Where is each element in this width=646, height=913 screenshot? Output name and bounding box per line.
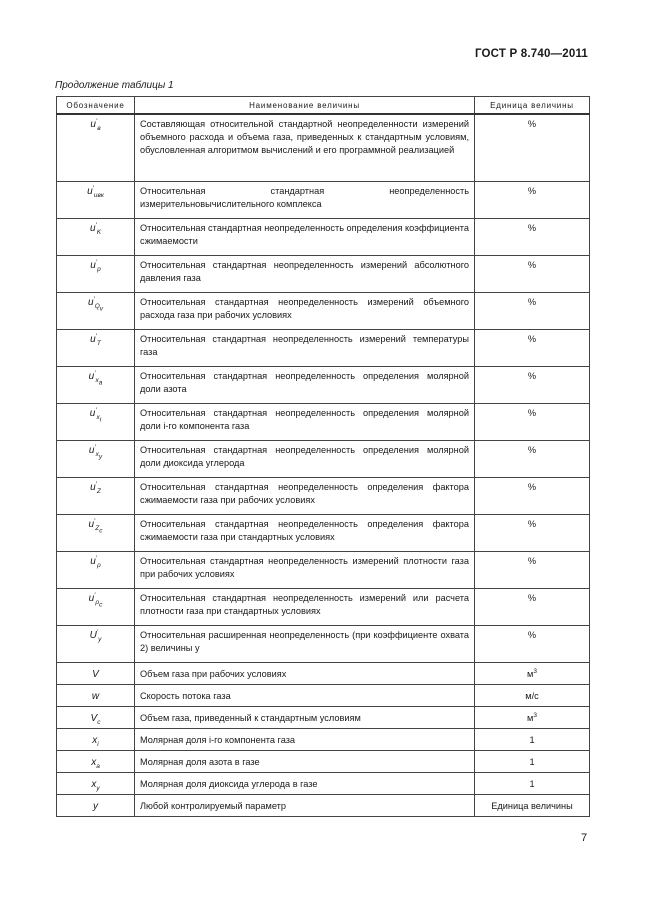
symbol-base: u xyxy=(88,519,95,530)
unit-cell xyxy=(475,404,590,441)
symbol-subscript-text: K xyxy=(96,228,102,236)
symbol-subscript xyxy=(96,785,99,792)
symbol-subscript-text: в xyxy=(97,124,101,132)
symbol-prime: ′ xyxy=(94,591,96,599)
symbol-base: y xyxy=(93,801,98,812)
unit-text: % xyxy=(527,519,537,529)
unit-cell xyxy=(475,330,590,367)
unit-text: м xyxy=(527,713,534,723)
description-cell: Молярная доля диоксида углерода в газе xyxy=(135,773,475,795)
unit-cell xyxy=(475,626,590,663)
symbol-sub-subscript: i xyxy=(99,416,102,424)
symbol-prime: ′ xyxy=(95,258,98,266)
unit-cell xyxy=(475,219,590,256)
unit-text: 1 xyxy=(529,757,535,767)
symbol-prime: ′ xyxy=(95,221,97,229)
symbol-subscript xyxy=(97,741,98,748)
table-row xyxy=(57,182,590,219)
table-row xyxy=(57,515,590,552)
symbol-subscript xyxy=(97,488,101,495)
column-header-unit: Единица величины xyxy=(475,97,590,115)
unit-text: % xyxy=(527,334,537,344)
symbol-base: u xyxy=(90,556,96,567)
symbol-subscript xyxy=(95,376,103,387)
unit-cell xyxy=(475,114,590,182)
description-cell: Скорость потока газа xyxy=(135,685,475,707)
unit-cell xyxy=(475,751,590,773)
table-row xyxy=(57,404,590,441)
symbol-subscript xyxy=(97,340,101,347)
symbol-prime: ′ xyxy=(94,517,96,525)
symbol-cell xyxy=(57,219,135,256)
unit-text: % xyxy=(527,260,537,270)
symbol-subscript xyxy=(97,562,101,569)
symbol-cell xyxy=(57,552,135,589)
unit-text: % xyxy=(527,593,537,603)
unit-cell xyxy=(475,515,590,552)
symbol-prime: ′ xyxy=(92,184,94,192)
symbol-subscript-text: Z xyxy=(95,524,100,532)
unit-text: 1 xyxy=(529,735,535,745)
symbol-cell xyxy=(57,515,135,552)
symbol-base: u xyxy=(90,119,96,130)
unit-cell xyxy=(475,182,590,219)
symbol-cell xyxy=(57,707,135,729)
unit-text: % xyxy=(527,297,537,307)
symbol-subscript xyxy=(97,266,101,273)
table-continuation-caption: Продолжение таблицы 1 xyxy=(55,80,174,91)
symbol-cell xyxy=(57,589,135,626)
symbol-prime: ′ xyxy=(95,480,97,488)
unit-text: % xyxy=(527,186,537,196)
symbol-prime: ′ xyxy=(95,117,98,125)
unit-text: % xyxy=(527,556,537,566)
description-cell: Относительная стандартная неопределенность измерений абсолютного давления газа xyxy=(135,256,475,293)
symbol-prime: ′ xyxy=(95,332,97,340)
unit-cell xyxy=(475,729,590,751)
symbol-cell xyxy=(57,626,135,663)
table-row xyxy=(57,478,590,515)
table-row xyxy=(57,293,590,330)
symbol-base: u xyxy=(88,445,95,456)
description-cell: Относительная стандартная неопределенность определения фактора сжимаемости газа при стандартных условиях xyxy=(135,515,475,552)
symbol-cell xyxy=(57,441,135,478)
symbol-subscript xyxy=(96,763,100,770)
symbol-subscript xyxy=(97,125,100,132)
unit-text: % xyxy=(527,482,537,492)
unit-cell xyxy=(475,663,590,685)
description-cell: Относительная стандартная неопределенность измерений или расчета плотности газа при стандартных условиях xyxy=(135,589,475,626)
unit-cell xyxy=(475,795,590,817)
column-header-symbol: Обозначение xyxy=(57,97,135,115)
symbol-subscript xyxy=(94,192,104,199)
unit-cell xyxy=(475,685,590,707)
symbol-cell xyxy=(57,729,135,751)
symbol-cell xyxy=(57,773,135,795)
unit-text: % xyxy=(527,119,537,129)
unit-cell xyxy=(475,552,590,589)
symbol-base: u xyxy=(87,186,93,197)
description-cell: Объем газа, приведенный к стандартным условиям xyxy=(135,707,475,729)
table-row xyxy=(57,773,590,795)
symbol-subscript-text: с xyxy=(97,718,101,726)
symbol-prime: ′ xyxy=(96,628,99,636)
unit-cell xyxy=(475,707,590,729)
unit-cell xyxy=(475,367,590,404)
symbol-subscript xyxy=(95,524,103,535)
description-cell: Относительная расширенная неопределенность (при коэффициенте охвата 2) величины y xyxy=(135,626,475,663)
symbol-prime: ′ xyxy=(94,443,96,451)
symbol-base: u xyxy=(87,297,94,308)
symbol-subscript-text: x xyxy=(95,450,99,458)
description-cell: Относительная стандартная неопределенность определения молярной доли диоксида углерода xyxy=(135,441,475,478)
symbol-cell xyxy=(57,293,135,330)
symbol-subscript-text: ρ xyxy=(95,598,100,606)
table-row xyxy=(57,330,590,367)
symbol-prime: ′ xyxy=(95,554,98,562)
description-cell: Объем газа при рабочих условиях xyxy=(135,663,475,685)
description-cell: Относительная стандартная неопределенность определения молярной доли азота xyxy=(135,367,475,404)
symbol-sub-subscript: y xyxy=(98,453,103,461)
symbol-subscript-text: i xyxy=(97,740,99,748)
table-row xyxy=(57,729,590,751)
symbol-base: U xyxy=(89,630,97,641)
symbol-subscript-text: y xyxy=(96,784,100,792)
table-row xyxy=(57,751,590,773)
table-header-row xyxy=(57,97,590,115)
table-row xyxy=(57,256,590,293)
table-row xyxy=(57,663,590,685)
symbol-subscript-text: Z xyxy=(96,487,101,495)
description-cell: Относительная стандартная неопределенность определения коэффициента сжимаемости xyxy=(135,219,475,256)
symbol-subscript xyxy=(97,229,101,236)
symbol-subscript-text: x xyxy=(96,413,100,421)
symbol-base: u xyxy=(88,593,95,604)
description-cell: Любой контролируемый параметр xyxy=(135,795,475,817)
symbols-table xyxy=(56,96,590,817)
unit-cell xyxy=(475,256,590,293)
symbol-cell xyxy=(57,182,135,219)
symbol-subscript xyxy=(94,302,104,313)
symbol-base: x xyxy=(91,779,97,790)
unit-superscript: 3 xyxy=(533,667,537,675)
unit-superscript: 3 xyxy=(533,711,537,719)
symbol-base: x xyxy=(91,757,97,768)
symbol-subscript xyxy=(95,450,103,461)
description-cell: Составляющая относительной стандартной неопределенности измерений объемного расхода и объема газа, приведенных к стандартным условиям, обусловленная алгоритмом вычислений и его программной реализацией xyxy=(135,114,475,182)
table-row xyxy=(57,707,590,729)
symbol-prime: ′ xyxy=(93,295,95,303)
symbol-base: u xyxy=(90,260,96,271)
symbol-prime: ′ xyxy=(95,406,97,414)
table-row xyxy=(57,367,590,404)
symbol-cell xyxy=(57,685,135,707)
symbol-subscript-text: Q xyxy=(94,302,100,310)
symbol-sub-subscript: c xyxy=(99,527,103,535)
description-cell: Относительная стандартная неопределенность измерений температуры газа xyxy=(135,330,475,367)
symbol-subscript-text: a xyxy=(96,762,100,770)
symbol-cell xyxy=(57,330,135,367)
table-row xyxy=(57,685,590,707)
symbol-cell xyxy=(57,478,135,515)
table-row xyxy=(57,589,590,626)
description-cell: Относительная стандартная неопределенность определения молярной доли i-го компонента газа xyxy=(135,404,475,441)
table-row xyxy=(57,441,590,478)
symbol-subscript-text: p xyxy=(97,265,101,273)
symbol-subscript-text: ивк xyxy=(93,191,104,199)
symbol-base: V xyxy=(92,669,99,680)
description-cell: Молярная доля i-го компонента газа xyxy=(135,729,475,751)
unit-text: Единица величины xyxy=(491,801,573,811)
unit-text: % xyxy=(527,408,537,418)
table-row xyxy=(57,626,590,663)
symbol-prime: ′ xyxy=(94,369,96,377)
unit-text: % xyxy=(527,371,537,381)
symbol-base: u xyxy=(89,408,96,419)
symbol-base: u xyxy=(90,334,96,345)
symbol-cell xyxy=(57,256,135,293)
symbol-cell xyxy=(57,367,135,404)
symbol-base: u xyxy=(90,482,96,493)
symbol-base: u xyxy=(88,371,95,382)
column-header-name: Наименование величины xyxy=(135,97,475,115)
description-cell: Относительная стандартная неопределенность измерений плотности газа при рабочих условиях xyxy=(135,552,475,589)
unit-cell xyxy=(475,293,590,330)
standard-header: ГОСТ Р 8.740—2011 xyxy=(474,48,588,60)
symbol-cell xyxy=(57,795,135,817)
unit-cell xyxy=(475,478,590,515)
symbol-cell xyxy=(57,404,135,441)
symbol-cell xyxy=(57,114,135,182)
symbol-sub-subscript: c xyxy=(99,601,103,609)
table-row xyxy=(57,219,590,256)
unit-text: м xyxy=(527,669,534,679)
unit-text: м/с xyxy=(525,691,539,701)
unit-text: % xyxy=(527,630,537,640)
symbol-base: w xyxy=(91,691,100,702)
symbol-cell xyxy=(57,663,135,685)
table-row xyxy=(57,114,590,182)
unit-text: 1 xyxy=(529,779,535,789)
unit-cell xyxy=(475,589,590,626)
unit-text: % xyxy=(527,445,537,455)
unit-text: % xyxy=(527,223,537,233)
symbol-cell xyxy=(57,751,135,773)
page-number: 7 xyxy=(581,832,588,844)
description-cell: Относительная стандартная неопределенность измерений объемного расхода газа при рабочих условиях xyxy=(135,293,475,330)
symbol-base: x xyxy=(92,735,98,746)
symbol-subscript xyxy=(95,598,103,609)
table-row xyxy=(57,552,590,589)
symbol-base: u xyxy=(89,223,96,234)
description-cell: Относительная стандартная неопределенность определения фактора сжимаемости газа при рабочих условиях xyxy=(135,478,475,515)
symbol-subscript-text: ρ xyxy=(97,561,101,569)
symbol-subscript-text: x xyxy=(95,376,99,384)
symbol-subscript xyxy=(97,719,100,726)
description-cell: Относительная стандартная неопределенность измерительновычислительного комплекса xyxy=(135,182,475,219)
symbol-base: V xyxy=(90,713,98,724)
unit-cell xyxy=(475,441,590,478)
symbol-subscript-text: y xyxy=(98,635,102,643)
description-cell: Молярная доля азота в газе xyxy=(135,751,475,773)
symbol-subscript xyxy=(96,413,102,424)
symbol-subscript xyxy=(98,636,101,643)
unit-cell xyxy=(475,773,590,795)
table-row xyxy=(57,795,590,817)
symbol-subscript-text: T xyxy=(96,339,101,347)
symbol-sub-subscript: a xyxy=(98,379,103,387)
symbol-sub-subscript: v xyxy=(99,305,104,313)
